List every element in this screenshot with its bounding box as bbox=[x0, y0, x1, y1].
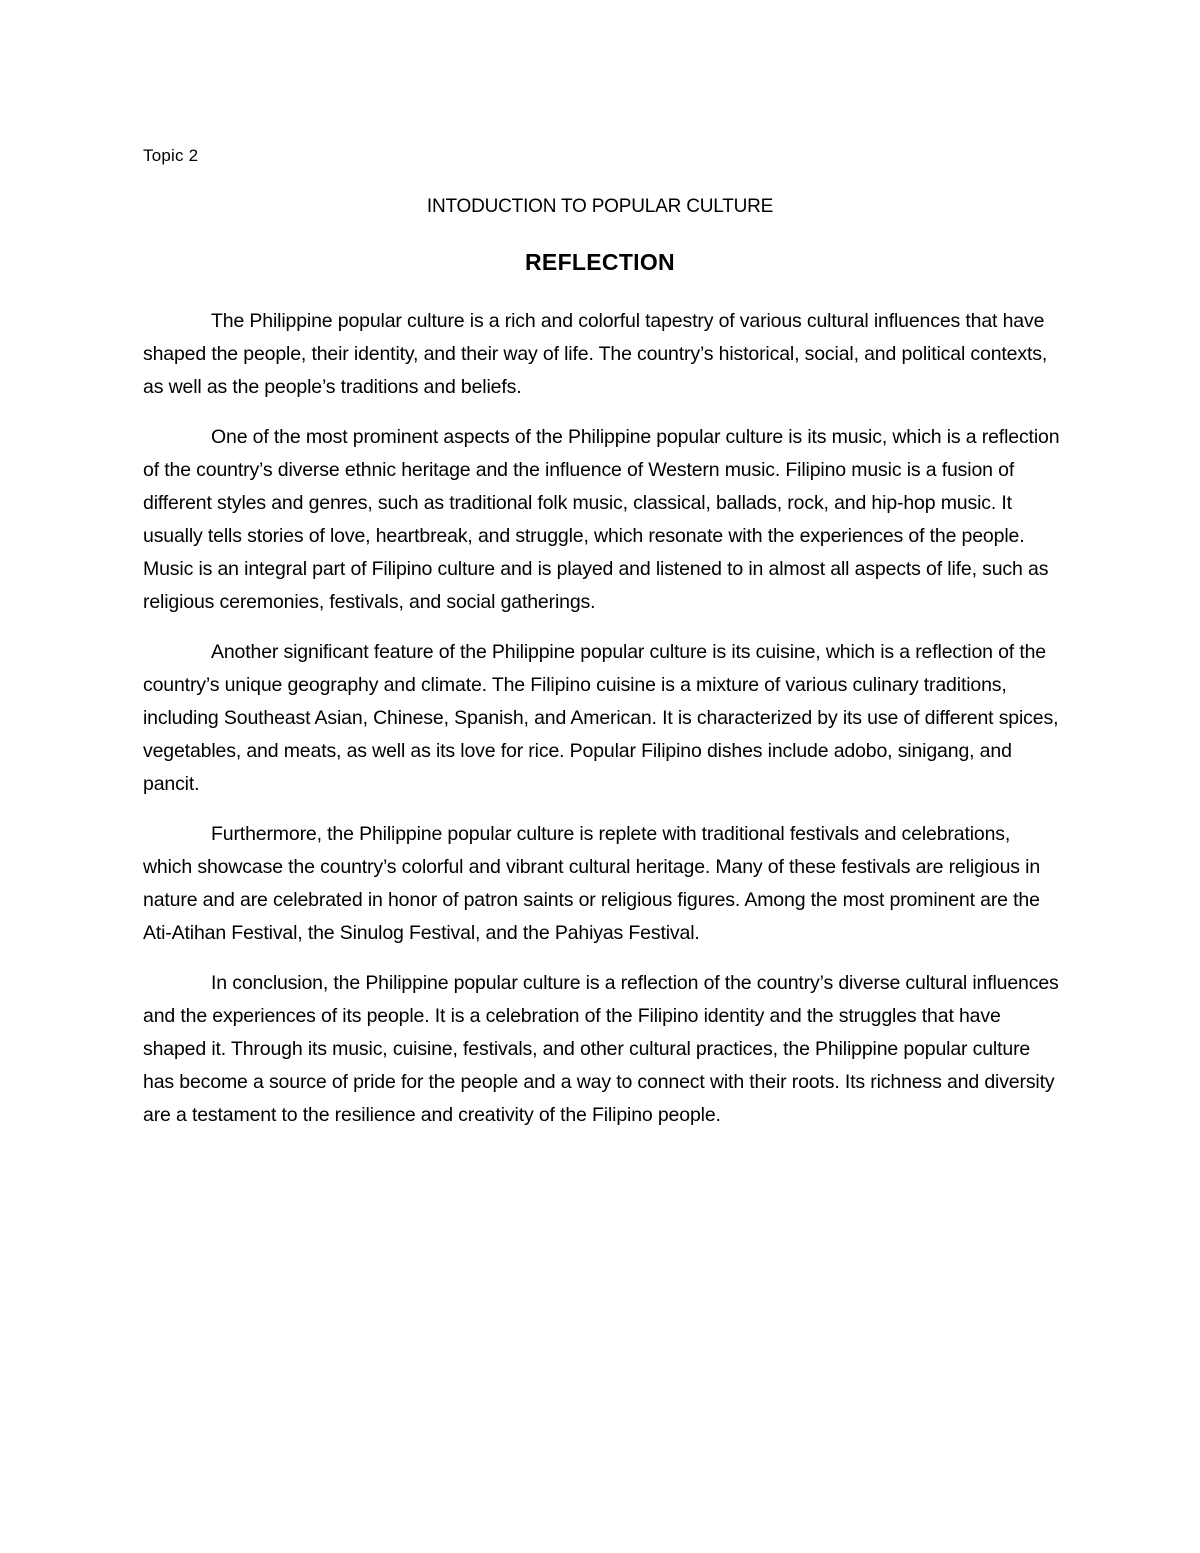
paragraph-3: Another significant feature of the Philippine popular culture is its cuisine, which is a reflection of the country’s unique geography and climate. The Filipino cuisine is a mixture of various culinary traditions, including Southeast Asian, Chinese, Spanish, and American. It is characterized by its use of different spices, vegetables, and meats, as well as its love for rice. Popular Filipino dishes include adobo, sinigang, and pancit. bbox=[143, 641, 1059, 795]
paragraph-4: Furthermore, the Philippine popular culture is replete with traditional festivals and celebrations, which showcase the country’s colorful and vibrant cultural heritage. Many of these festivals are religious in nature and are celebrated in honor of patron saints or religious figures. Among the most prominent are the Ati-Atihan Festival, the Sinulog Festival, and the Pahiyas Festival. bbox=[143, 823, 1041, 944]
paragraph-5: In conclusion, the Philippine popular culture is a reflection of the country’s diverse cultural influences and the experiences of its people. It is a celebration of the Filipino identity and the struggles that have shaped it. Through its music, cuisine, festivals, and other cultural practices, the Philippine popular culture has become a source of pride for the people and a way to connect with their roots. Its richness and diversity are a testament to the resilience and creativity of the Filipino people. bbox=[143, 972, 1059, 1126]
document-body bbox=[143, 305, 1063, 1149]
topic-label: Topic 2 bbox=[143, 146, 199, 165]
paragraph-1: The Philippine popular culture is a rich and colorful tapestry of various cultural influences that have shaped the people, their identity, and their way of life. The country’s historical, social, and political contexts, as well as the people’s traditions and beliefs. bbox=[143, 310, 1048, 398]
document-heading: REFLECTION bbox=[525, 249, 675, 275]
document-title: INTODUCTION TO POPULAR CULTURE bbox=[426, 196, 774, 217]
paragraph-2: One of the most prominent aspects of the Philippine popular culture is its music, which is a reflection of the country’s diverse ethnic heritage and the influence of Western music. Filipino music is a fusion of different styles and genres, such as traditional folk music, classical, ballads, rock, and hip-hop music. It usually tells stories of love, heartbreak, and struggle, which resonate with the experiences of the people. Music is an integral part of Filipino culture and is played and listened to in almost all aspects of life, such as religious ceremonies, festivals, and social gatherings. bbox=[143, 426, 1060, 613]
